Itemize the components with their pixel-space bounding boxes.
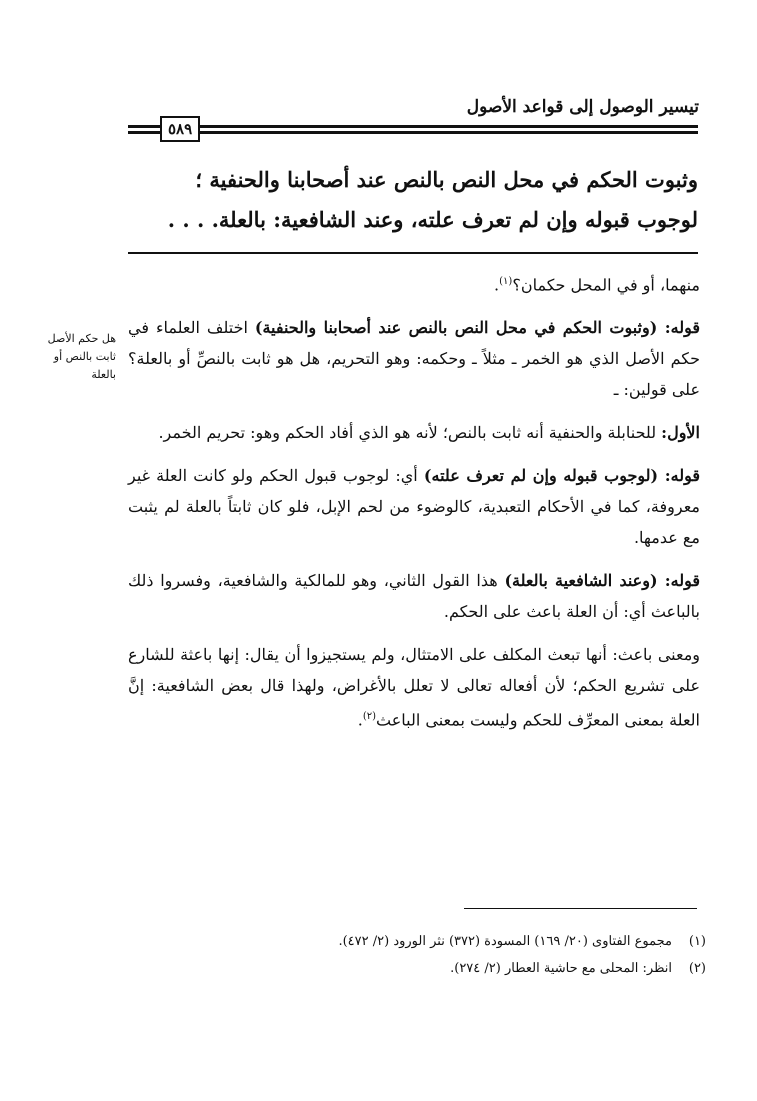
header-rule-top bbox=[128, 125, 698, 128]
footnote-1 bbox=[160, 928, 706, 955]
page-number: ٥٨٩ bbox=[160, 116, 200, 142]
margin-note-line-1: هل حكم الأصل bbox=[47, 332, 116, 345]
footnote-divider bbox=[464, 908, 697, 909]
footnote-2-number: (٢) bbox=[688, 961, 706, 976]
margin-note-line-2: ثابت بالنص أو bbox=[53, 350, 116, 363]
paragraph-4 bbox=[128, 460, 700, 553]
paragraph-5-lead: قوله: (وعند الشافعية بالعلة) bbox=[504, 571, 701, 591]
paragraph-4-text: أي: لوجوب قبول الحكم ولو كانت العلة غير معروفة، كما في الأحكام التعبدية، كالوضوء من لحم الإبل، فلو كان ثابتاً بالعلة لم يثبت مع عدمها. bbox=[128, 466, 700, 548]
margin-note bbox=[20, 330, 116, 384]
paragraph-6-tail: . bbox=[357, 710, 363, 730]
paragraph-6 bbox=[128, 639, 700, 735]
paragraph-3-lead: الأول: bbox=[661, 423, 700, 443]
footnotes bbox=[160, 928, 706, 982]
matn-text bbox=[128, 160, 698, 240]
paragraph-5-text: هذا القول الثاني، وهو للمالكية والشافعية، وفسروا ذلك بالباعث أي: أن العلة باعث على الحكم. bbox=[128, 571, 700, 622]
paragraph-1-tail: . bbox=[494, 275, 500, 295]
running-title: تيسير الوصول إلى قواعد الأصول bbox=[466, 97, 699, 117]
paragraph-2-text: اختلف العلماء في حكم الأصل الذي هو الخمر ـ مثلاً ـ وحكمه: وهو التحريم، هل هو ثابت بالنصِّ أو بالعلة؟ على قولين: ـ bbox=[128, 318, 700, 400]
paragraph-2 bbox=[128, 312, 700, 405]
paragraph-1 bbox=[128, 266, 700, 300]
paragraph-1-text: منهما، أو في المحل حكمان؟ bbox=[512, 275, 700, 295]
paragraph-6-text: ومعنى باعث: أنها تبعث المكلف على الامتثال، ولم يستجيزوا أن يقال: إنها باعثة للشارع على تشريع الحكم؛ لأن أفعاله تعالى لا تعلل بالأغراض، ولهذا قال بعض الشافعية: إنَّ العلة بمعنى المعرِّف للحكم وليست بمعنى الباعث bbox=[128, 645, 701, 730]
footnote-1-text: مجموع الفتاوى (٢٠/ ١٦٩) المسودة (٣٧٢) نثر الورود (٢/ ٤٧٢). bbox=[338, 934, 672, 949]
footnote-ref-1[interactable]: (١) bbox=[499, 276, 513, 287]
matn-line-2: لوجوب قبوله وإن لم تعرف علته، وعند الشافعية: بالعلة. . . . bbox=[167, 207, 698, 232]
footnote-2 bbox=[160, 955, 706, 982]
commentary-body bbox=[128, 266, 700, 736]
paragraph-3 bbox=[128, 417, 700, 448]
footnote-1-number: (١) bbox=[688, 934, 706, 949]
matn-line-1: وثبوت الحكم في محل النص بالنص عند أصحابنا والحنفية ؛ bbox=[195, 167, 698, 192]
footnote-2-text: انظر: المحلى مع حاشية العطار (٢/ ٢٧٤). bbox=[450, 961, 672, 976]
margin-note-line-3: بالعلة bbox=[91, 368, 116, 381]
header-rule-bottom bbox=[128, 131, 698, 134]
paragraph-2-lead: قوله: (وثبوت الحكم في محل النص بالنص عند أصحابنا والحنفية) bbox=[254, 318, 701, 338]
paragraph-5 bbox=[128, 565, 700, 627]
matn-divider bbox=[128, 252, 698, 254]
footnote-ref-2[interactable]: (٢) bbox=[362, 711, 377, 723]
paragraph-4-lead: قوله: (لوجوب قبوله وإن لم تعرف علته) bbox=[423, 466, 701, 486]
paragraph-3-text: للحنابلة والحنفية أنه ثابت بالنص؛ لأنه هو الذي أفاد الحكم وهو: تحريم الخمر. bbox=[158, 423, 662, 443]
